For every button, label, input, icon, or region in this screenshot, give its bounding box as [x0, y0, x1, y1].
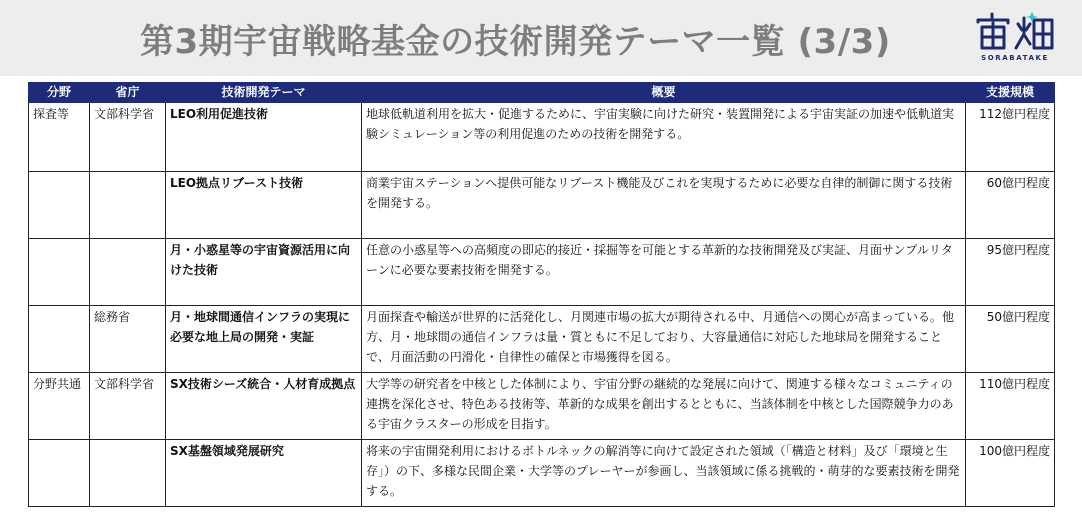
- table-row: [29, 239, 1055, 306]
- budget-cell: 60億円程度: [966, 172, 1055, 239]
- title-banner: [0, 0, 1082, 76]
- theme-cell: 月・小惑星等の宇宙資源活用に向けた技術: [166, 239, 362, 306]
- summary-cell: 月面探査や輸送が世界的に活発化し、月関連市場の拡大が期待される中、月通信への関心が高まっている。他方、月・地球間の通信インフラは量・質ともに不足しており、大容量通信に対応した地球局を開発することで、月面活動の円滑化・自律性の確保と市場獲得を図る。: [362, 306, 966, 373]
- sorabatake-logo: [966, 6, 1062, 70]
- ministry-cell: 文部科学省: [90, 103, 166, 172]
- table-header-row: [29, 83, 1055, 103]
- table-row: [29, 172, 1055, 239]
- ministry-cell: [90, 239, 166, 306]
- table-row: [29, 440, 1055, 507]
- theme-cell: SX基盤領域発展研究: [166, 440, 362, 507]
- theme-cell: 月・地球間通信インフラの実現に必要な地上局の開発・実証: [166, 306, 362, 373]
- theme-table: [28, 82, 1055, 507]
- field-cell: [29, 172, 90, 239]
- budget-cell: 110億円程度: [966, 373, 1055, 440]
- summary-cell: 地球低軌道利用を拡大・促進するために、宇宙実験に向けた研究・装置開発による宇宙実証の加速や低軌道実験シミュレーション等の利用促進のための技術を開発する。: [362, 103, 966, 172]
- table-row: [29, 373, 1055, 440]
- header-theme: 技術開発テーマ: [166, 83, 362, 103]
- summary-cell: 大学等の研究者を中核とした体制により、宇宙分野の継続的な発展に向けて、関連する様々なコミュニティの連携を深化させ、特色ある技術等、革新的な成果を創出するとともに、当該体制を中核とした国際競争力のある宇宙クラスターの形成を目指す。: [362, 373, 966, 440]
- table-row: [29, 103, 1055, 172]
- field-cell: 探査等: [29, 103, 90, 172]
- ministry-cell: 総務省: [90, 306, 166, 373]
- header-ministry: 省庁: [90, 83, 166, 103]
- field-cell: [29, 306, 90, 373]
- ministry-cell: [90, 172, 166, 239]
- header-summary: 概要: [362, 83, 966, 103]
- theme-cell: SX技術シーズ統合・人材育成拠点: [166, 373, 362, 440]
- budget-cell: 112億円程度: [966, 103, 1055, 172]
- page-title: 第3期宇宙戦略基金の技術開発テーマ一覧 (3/3): [140, 22, 891, 62]
- budget-cell: 100億円程度: [966, 440, 1055, 507]
- field-cell: [29, 440, 90, 507]
- header-field: 分野: [29, 83, 90, 103]
- table-row: [29, 306, 1055, 373]
- sorabatake-logo-icon: [972, 10, 1056, 52]
- summary-cell: 任意の小惑星等への高頻度の即応的接近・採掘等を可能とする革新的な技術開発及び実証、月面サンプルリターンに必要な要素技術を開発する。: [362, 239, 966, 306]
- budget-cell: 95億円程度: [966, 239, 1055, 306]
- summary-cell: 将来の宇宙開発利用におけるボトルネックの解消等に向けて設定された領域（「構造と材料」及び「環境と生存」）の下、多様な民間企業・大学等のプレーヤーが参画し、当該領域に係る挑戦的・萌芽的な要素技術を開発する。: [362, 440, 966, 507]
- ministry-cell: [90, 440, 166, 507]
- field-cell: 分野共通: [29, 373, 90, 440]
- logo-wordmark: SORABATAKE: [981, 54, 1049, 62]
- header-budget: 支援規模: [966, 83, 1055, 103]
- budget-cell: 50億円程度: [966, 306, 1055, 373]
- ministry-cell: 文部科学省: [90, 373, 166, 440]
- field-cell: [29, 239, 90, 306]
- theme-cell: LEO利用促進技術: [166, 103, 362, 172]
- theme-cell: LEO拠点リブースト技術: [166, 172, 362, 239]
- summary-cell: 商業宇宙ステーションへ提供可能なリブースト機能及びこれを実現するために必要な自律的制御に関する技術を開発する。: [362, 172, 966, 239]
